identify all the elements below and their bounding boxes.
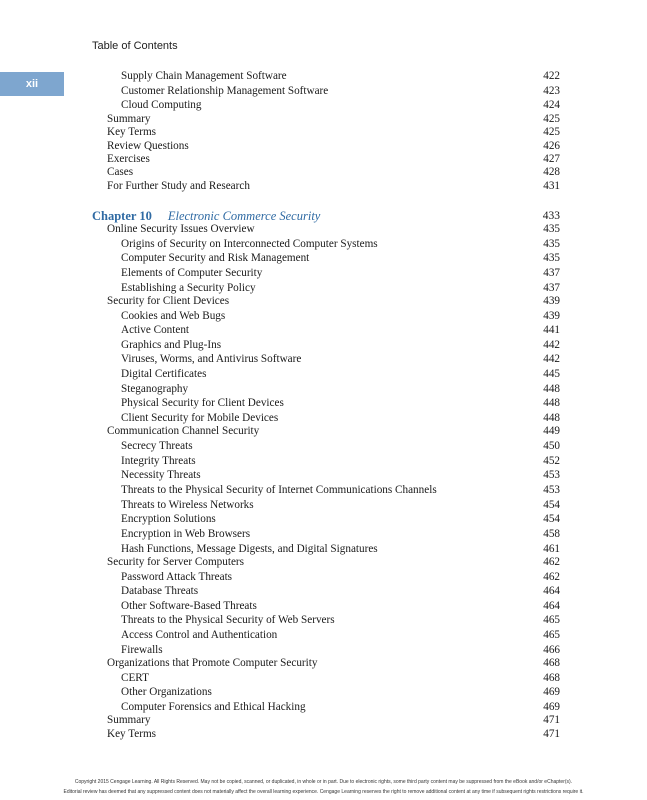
toc-entry — [121, 685, 560, 699]
entry-title: Physical Security for Client Devices — [121, 397, 284, 409]
toc-entry — [107, 656, 560, 670]
toc-entry — [121, 266, 560, 280]
toc-entry — [121, 542, 560, 556]
toc-entry — [121, 643, 560, 657]
entry-page: 426 — [543, 140, 560, 152]
entry-title: Key Terms — [107, 126, 157, 138]
toc-entry — [107, 555, 560, 569]
toc-entry — [121, 671, 560, 685]
toc-entry — [121, 367, 560, 381]
toc-entry — [121, 527, 560, 541]
entry-page: 445 — [543, 368, 560, 380]
entry-page: 442 — [543, 339, 560, 351]
entry-page: 450 — [543, 440, 560, 452]
entry-page: 428 — [543, 166, 560, 178]
entry-title: Organizations that Promote Computer Security — [107, 657, 318, 669]
entry-page: 461 — [543, 543, 560, 555]
entry-title: Viruses, Worms, and Antivirus Software — [121, 353, 302, 365]
entry-page: 423 — [543, 85, 560, 97]
entry-title: Steganography — [121, 383, 189, 395]
entry-page: 427 — [543, 153, 560, 165]
entry-title: Active Content — [121, 324, 190, 336]
entry-page: 448 — [543, 397, 560, 409]
entry-title: Client Security for Mobile Devices — [121, 412, 279, 424]
entry-page: 449 — [543, 425, 560, 437]
entry-title: Computer Forensics and Ethical Hacking — [121, 701, 306, 713]
toc-entry — [121, 396, 560, 410]
toc-entry — [121, 700, 560, 714]
entry-title: Threats to the Physical Security of Web Servers — [121, 614, 335, 626]
copyright-line-1: Copyright 2015 Cengage Learning. All Rights Reserved. May not be copied, scanned, or duplicated, in whole or in part. Due to electronic rights, some third party content may be suppressed from the eBook and/or eChapter(s). — [74, 779, 573, 785]
toc-entry — [121, 352, 560, 366]
entry-title: Hash Functions, Message Digests, and Digital Signatures — [121, 543, 378, 555]
entry-title: Other Organizations — [121, 686, 212, 698]
entry-page: 466 — [543, 644, 560, 656]
toc-entry — [121, 498, 560, 512]
toc-entry — [121, 251, 560, 265]
entry-page: 454 — [543, 499, 560, 511]
entry-title: Database Threats — [121, 585, 199, 597]
toc-entry — [121, 69, 560, 83]
toc-entry — [107, 139, 560, 153]
entry-page: 425 — [543, 126, 560, 138]
toc-entry — [121, 439, 560, 453]
entry-page: 462 — [543, 556, 560, 568]
entry-title: Key Terms — [107, 728, 157, 740]
entry-title: Online Security Issues Overview — [107, 223, 255, 235]
toc-entry — [121, 512, 560, 526]
entry-title: Cases — [107, 166, 134, 178]
toc-entry — [107, 294, 560, 308]
entry-page: 469 — [543, 686, 560, 698]
entry-title: Access Control and Authentication — [121, 629, 278, 641]
entry-page: 435 — [543, 252, 560, 264]
entry-title: Summary — [107, 714, 151, 726]
entry-page: 464 — [543, 585, 560, 597]
entry-page: 465 — [543, 629, 560, 641]
entry-page: 441 — [543, 324, 560, 336]
entry-page: 435 — [543, 223, 560, 235]
running-head: Table of Contents — [92, 40, 178, 52]
entry-title: CERT — [121, 672, 149, 684]
toc-entry — [121, 237, 560, 251]
toc-entry — [121, 338, 560, 352]
toc-entry — [121, 411, 560, 425]
entry-title: Customer Relationship Management Software — [121, 85, 329, 97]
entry-title: Threats to Wireless Networks — [121, 499, 254, 511]
entry-page: 425 — [543, 113, 560, 125]
page-number-tab: xii — [0, 72, 64, 96]
toc-entry — [107, 152, 560, 166]
entry-page: 453 — [543, 469, 560, 481]
entry-page: 458 — [543, 528, 560, 540]
entry-page: 462 — [543, 571, 560, 583]
toc-entry — [121, 570, 560, 584]
entry-title: Cookies and Web Bugs — [121, 310, 226, 322]
toc-entry — [121, 613, 560, 627]
toc-entry — [121, 309, 560, 323]
entry-page: 448 — [543, 383, 560, 395]
toc-entry — [121, 454, 560, 468]
entry-page: 464 — [543, 600, 560, 612]
copyright-line-2: Editorial review has deemed that any suppressed content does not materially affect the overall learning experience. Cengage Learning reserves the right to remove additional content at any time if subsequent rights restrictions require it. — [63, 789, 584, 795]
toc-entry — [107, 713, 560, 727]
toc-entry — [121, 483, 560, 497]
entry-title: Security for Server Computers — [107, 556, 245, 568]
chapter-title: Electronic Commerce Security — [167, 209, 321, 223]
entry-page: 471 — [543, 714, 560, 726]
entry-title: Firewalls — [121, 644, 163, 656]
entry-title: Review Questions — [107, 140, 189, 152]
entry-title: Establishing a Security Policy — [121, 282, 256, 294]
entry-title: Threats to the Physical Security of Internet Communications Channels — [121, 484, 437, 496]
entry-page: 437 — [543, 267, 560, 279]
entry-title: Secrecy Threats — [121, 440, 193, 452]
entry-page: 442 — [543, 353, 560, 365]
toc-entry — [121, 599, 560, 613]
entry-title: Supply Chain Management Software — [121, 70, 287, 82]
toc-entry — [121, 382, 560, 396]
toc-entry — [121, 628, 560, 642]
toc-entry — [107, 179, 560, 193]
entry-title: Graphics and Plug-Ins — [121, 339, 222, 351]
entry-page: 448 — [543, 412, 560, 424]
entry-page: 452 — [543, 455, 560, 467]
entry-page: 424 — [543, 99, 560, 111]
entry-page: 439 — [543, 310, 560, 322]
toc-entry — [107, 112, 560, 126]
toc-entry — [121, 323, 560, 337]
toc-entry — [107, 125, 560, 139]
entry-page: 453 — [543, 484, 560, 496]
entry-page: 465 — [543, 614, 560, 626]
toc-entry — [121, 584, 560, 598]
entry-title: Communication Channel Security — [107, 425, 260, 437]
entry-title: For Further Study and Research — [107, 180, 250, 192]
entry-title: Computer Security and Risk Management — [121, 252, 310, 264]
entry-title: Other Software-Based Threats — [121, 600, 257, 612]
toc-entry — [107, 727, 560, 741]
entry-page: 435 — [543, 238, 560, 250]
entry-title: Exercises — [107, 153, 150, 165]
entry-title: Digital Certificates — [121, 368, 207, 380]
entry-page: 469 — [543, 701, 560, 713]
entry-title: Encryption Solutions — [121, 513, 216, 525]
entry-page: 468 — [543, 672, 560, 684]
entry-page: 439 — [543, 295, 560, 307]
toc-entry — [121, 468, 560, 482]
entry-title: Security for Client Devices — [107, 295, 230, 307]
chapter-label: Chapter 10 — [92, 209, 152, 223]
toc-entry — [121, 98, 560, 112]
chapter-page: 433 — [542, 210, 560, 222]
entry-title: Origins of Security on Interconnected Computer Systems — [121, 238, 378, 250]
entry-title: Password Attack Threats — [121, 571, 233, 583]
entry-title: Necessity Threats — [121, 469, 201, 481]
entry-page: 437 — [543, 282, 560, 294]
toc-entry — [121, 281, 560, 295]
toc-entry — [107, 222, 560, 236]
entry-page: 422 — [543, 70, 560, 82]
entry-title: Integrity Threats — [121, 455, 196, 467]
toc-entry — [107, 165, 560, 179]
entry-page: 471 — [543, 728, 560, 740]
toc-entry — [121, 84, 560, 98]
toc-entry — [107, 424, 560, 438]
entry-title: Elements of Computer Security — [121, 267, 263, 279]
entry-title: Summary — [107, 113, 151, 125]
entry-page: 468 — [543, 657, 560, 669]
entry-page: 454 — [543, 513, 560, 525]
entry-page: 431 — [543, 180, 560, 192]
entry-title: Cloud Computing — [121, 99, 202, 111]
entry-title: Encryption in Web Browsers — [121, 528, 251, 540]
